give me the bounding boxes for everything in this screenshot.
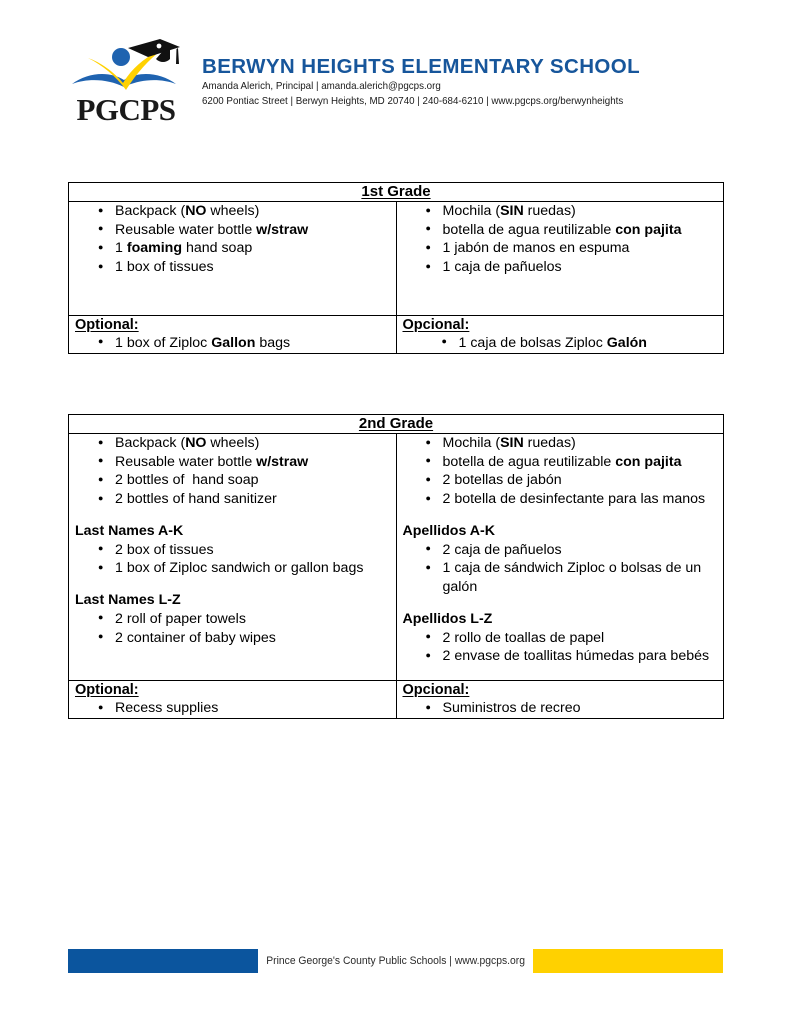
list-item [443, 434, 724, 453]
list-item [443, 490, 724, 509]
last-names-l-z-heading: Last Names L-Z [75, 592, 181, 609]
item-text: 1 jabón de manos en espuma [442, 240, 630, 257]
spanish-group-b-list [397, 629, 724, 666]
footer-text: Prince George's County Public Schools | www.pgcps.org [266, 955, 525, 967]
spanish-group-a-list [397, 541, 724, 597]
item-emphasis: Gallon [211, 334, 256, 351]
last-names-a-k-heading: Last Names A-K [75, 522, 184, 539]
spanish-optional-list [397, 334, 724, 353]
item-text: Recess supplies [115, 700, 219, 717]
school-name: BERWYN HEIGHTS ELEMENTARY SCHOOL [202, 55, 641, 78]
list-item [459, 334, 724, 353]
item-text: 1 caja de sándwich Ziploc o bolsas de un galón [442, 560, 702, 596]
spanish-optional-cell [396, 681, 724, 719]
item-text: 2 bottles of hand sanitizer [115, 491, 277, 508]
list-item [115, 610, 396, 629]
item-emphasis: NO [185, 203, 207, 219]
list-item [115, 559, 396, 578]
item-text: 2 botellas de jabón [442, 472, 562, 489]
english-items-cell [69, 202, 397, 316]
apellidos-l-z-heading: Apellidos L-Z [402, 610, 493, 627]
optional-label: Opcional: [402, 682, 470, 699]
english-items-cell [69, 434, 397, 681]
english-supply-list [69, 434, 396, 509]
table-row-optional [69, 315, 724, 353]
list-item [115, 202, 396, 221]
item-text: 1 box of Ziploc sandwich or gallon bags [115, 560, 364, 577]
item-text: Reusable water bottle [115, 453, 257, 470]
item-text: 2 envase de toallitas húmedas para bebés [442, 648, 710, 665]
list-item [443, 699, 724, 718]
letterhead [0, 38, 791, 138]
spanish-supply-list [397, 202, 724, 277]
footer-yellow-bar [533, 949, 723, 973]
item-text: Mochila ( [442, 435, 501, 451]
item-text: botella de agua reutilizable [442, 453, 616, 470]
apellidos-a-k-heading: Apellidos A-K [402, 522, 495, 539]
school-address-line: 6200 Pontiac Street | Berwyn Heights, MD 20740 | 240-684-6210 | www.pgcps.org/berwynheights [202, 94, 624, 107]
pgcps-wordmark: PGCPS [76, 92, 176, 127]
supply-list-table-grade-1 [68, 182, 724, 354]
item-text-tail: ruedas) [523, 435, 576, 451]
item-text: Suministros de recreo [442, 700, 581, 717]
spacer [69, 277, 396, 315]
page-footer [0, 949, 791, 973]
item-text: 1 box of Ziploc [115, 334, 212, 351]
item-text: 1 [115, 240, 127, 257]
spanish-optional-list [397, 699, 724, 718]
list-item [115, 334, 396, 353]
list-item [115, 490, 396, 509]
grade-title: 2nd Grade [358, 415, 434, 432]
table-row-items [69, 434, 724, 681]
list-item [443, 202, 724, 221]
list-item [443, 541, 724, 560]
list-item [115, 453, 396, 472]
list-item [115, 471, 396, 490]
list-item [115, 258, 396, 277]
table-row-items [69, 202, 724, 316]
item-emphasis: w/straw [256, 453, 309, 470]
table-row-title [69, 183, 724, 202]
english-optional-cell [69, 315, 397, 353]
item-text: 1 box of tissues [115, 259, 214, 276]
principal-contact-line: Amanda Alerich, Principal | amanda.alerich@pgcps.org [202, 79, 441, 92]
spacer [397, 597, 724, 610]
list-item [115, 629, 396, 648]
english-optional-list [69, 334, 396, 353]
list-item [115, 434, 396, 453]
list-item [115, 221, 396, 240]
item-text: 2 botella de desinfectante para las manos [442, 491, 706, 508]
english-optional-cell [69, 681, 397, 719]
list-item [443, 453, 724, 472]
item-text: 1 caja de pañuelos [442, 259, 562, 276]
item-text: 2 caja de pañuelos [442, 541, 562, 558]
table-row-title [69, 415, 724, 434]
item-emphasis: foaming [126, 240, 183, 257]
spacer [397, 277, 724, 315]
english-supply-list [69, 202, 396, 277]
pgcps-logo [66, 38, 186, 130]
item-text-tail: ruedas) [523, 203, 576, 219]
list-item [443, 559, 724, 596]
list-item [115, 699, 396, 718]
item-text: botella de agua reutilizable [442, 221, 616, 238]
spacer [397, 509, 724, 522]
spacer [397, 666, 724, 680]
item-emphasis: Galón [606, 334, 647, 351]
english-group-a-list [69, 541, 396, 578]
item-text: 2 roll of paper towels [115, 610, 246, 627]
list-item [443, 239, 724, 258]
item-text: Backpack ( [115, 203, 186, 219]
item-text-tail: bags [255, 334, 291, 351]
graduation-cap-book-logo-icon [66, 38, 186, 96]
item-text-tail: hand soap [182, 240, 253, 257]
item-text-tail: wheels) [206, 435, 260, 451]
item-text: 2 box of tissues [115, 541, 214, 558]
item-text: Backpack ( [115, 435, 186, 451]
item-emphasis: SIN [500, 435, 524, 451]
item-text: 2 rollo de toallas de papel [442, 629, 605, 646]
item-emphasis: NO [185, 435, 207, 451]
list-item [443, 471, 724, 490]
optional-label: Opcional: [402, 316, 470, 333]
letterhead-text-block [202, 38, 655, 109]
optional-label: Optional: [75, 316, 139, 333]
item-text-tail: wheels) [206, 203, 260, 219]
footer-blue-bar [68, 949, 258, 973]
spacer [69, 647, 396, 661]
spacer [69, 509, 396, 522]
item-text: 2 container of baby wipes [115, 629, 276, 646]
item-emphasis: w/straw [256, 221, 309, 238]
supply-list-table-grade-2 [68, 414, 724, 719]
list-item [443, 629, 724, 648]
spanish-optional-cell [396, 315, 724, 353]
item-emphasis: con pajita [615, 221, 682, 238]
grade-title: 1st Grade [361, 183, 431, 200]
item-emphasis: SIN [500, 203, 524, 219]
grade-title-cell [69, 415, 724, 434]
optional-label: Optional: [75, 682, 139, 699]
list-item [443, 647, 724, 666]
spanish-items-cell [396, 434, 724, 681]
item-emphasis: con pajita [615, 453, 682, 470]
item-text: Reusable water bottle [115, 221, 257, 238]
list-item [115, 541, 396, 560]
list-item [443, 258, 724, 277]
spacer [69, 578, 396, 591]
grade-title-cell [69, 183, 724, 202]
english-group-b-list [69, 610, 396, 647]
english-optional-list [69, 699, 396, 718]
table-row-optional [69, 681, 724, 719]
item-text: 1 caja de bolsas Ziploc [458, 334, 607, 351]
list-item [115, 239, 396, 258]
list-item [443, 221, 724, 240]
item-text: 2 bottles of hand soap [115, 472, 259, 489]
spanish-supply-list [397, 434, 724, 509]
spanish-items-cell [396, 202, 724, 316]
item-text: Mochila ( [442, 203, 501, 219]
